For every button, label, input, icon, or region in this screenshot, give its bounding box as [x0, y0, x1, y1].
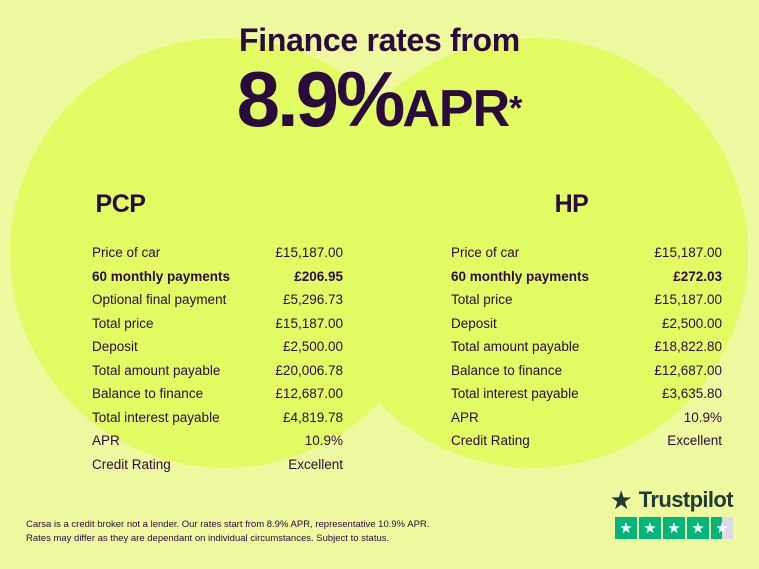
table-row: [92, 312, 343, 336]
row-label: Credit Rating: [92, 456, 171, 472]
row-value: £3,635.80: [661, 386, 722, 401]
hp-column: [379, 190, 758, 476]
row-value: £206.95: [294, 268, 343, 284]
row-value: £15,187.00: [654, 245, 722, 260]
row-label: Total price: [451, 292, 513, 307]
row-label: 60 monthly payments: [92, 268, 231, 284]
row-label: Deposit: [451, 315, 497, 331]
table-row: [451, 265, 722, 289]
star-icon: ★: [639, 517, 661, 539]
table-row: [451, 335, 722, 359]
row-value: £18,822.80: [654, 339, 722, 354]
table-row: [92, 241, 343, 265]
row-value: Excellent: [667, 433, 722, 448]
trustpilot-wordmark: Trustpilot: [638, 487, 733, 512]
row-value: £20,006.78: [275, 362, 343, 378]
finance-comparison: [0, 190, 759, 476]
table-row: [451, 359, 722, 383]
row-label: Total interest payable: [451, 386, 579, 401]
row-label: APR: [451, 409, 479, 425]
hp-rows: [379, 241, 758, 453]
row-label: Total interest payable: [92, 409, 220, 425]
page-title: Finance rates from: [239, 22, 520, 58]
row-label: Total amount payable: [92, 362, 221, 378]
row-value: £272.03: [673, 268, 722, 284]
row-value: £2,500.00: [282, 339, 343, 354]
row-value: £5,296.73: [282, 292, 343, 307]
half-star-icon: ★: [711, 517, 733, 539]
pcp-column-title: PCP: [95, 190, 146, 218]
pcp-column: [0, 190, 379, 476]
table-row: [451, 406, 722, 430]
legal-footnote: Carsa is a credit broker not a lender. Our rates start from 8.9% APR, representative 10.9% APR. Rates may differ as they are dependant on individual circumstances. Subject to status.: [26, 518, 430, 545]
table-row: [92, 265, 343, 289]
star-icon: ★: [663, 517, 685, 539]
row-value: £12,687.00: [654, 362, 722, 378]
row-value: £15,187.00: [654, 292, 722, 307]
row-label: APR: [92, 433, 120, 448]
row-value: £2,500.00: [661, 315, 722, 331]
trustpilot-star-icon: ★: [609, 485, 633, 515]
table-row: [451, 312, 722, 336]
trustpilot-rating: [533, 487, 733, 539]
row-label: Price of car: [451, 245, 520, 260]
row-label: Price of car: [92, 245, 161, 260]
apr-label: APR: [402, 80, 510, 138]
row-label: 60 monthly payments: [451, 268, 590, 284]
table-row: [92, 382, 343, 406]
row-value: £4,819.78: [282, 409, 343, 425]
table-row: [92, 429, 343, 453]
star-icon: ★: [615, 517, 637, 539]
star-icon: ★: [687, 517, 709, 539]
table-row: [92, 453, 343, 477]
row-label: Deposit: [92, 339, 138, 354]
table-row: [92, 335, 343, 359]
row-value: 10.9%: [304, 433, 343, 448]
row-label: Total amount payable: [451, 339, 580, 354]
table-row: [451, 241, 722, 265]
row-value: 10.9%: [683, 409, 722, 425]
apr-rate-value: 8.9%: [236, 55, 403, 143]
trustpilot-stars: [533, 517, 733, 539]
hp-column-title: HP: [554, 190, 589, 218]
row-value: Excellent: [288, 456, 343, 472]
table-row: [451, 288, 722, 312]
pcp-rows: [0, 241, 379, 476]
row-label: Balance to finance: [451, 362, 563, 378]
table-row: [451, 429, 722, 453]
row-label: Balance to finance: [92, 386, 204, 401]
row-value: £15,187.00: [275, 315, 343, 331]
row-label: Optional final payment: [92, 292, 227, 307]
table-row: [92, 288, 343, 312]
apr-headline: [0, 55, 759, 143]
asterisk-marker: *: [509, 89, 523, 128]
row-label: Credit Rating: [451, 433, 530, 448]
row-value: £15,187.00: [275, 245, 343, 260]
row-label: Total price: [92, 315, 154, 331]
row-value: £12,687.00: [275, 386, 343, 401]
table-row: [451, 382, 722, 406]
table-row: [92, 406, 343, 430]
table-row: [92, 359, 343, 383]
